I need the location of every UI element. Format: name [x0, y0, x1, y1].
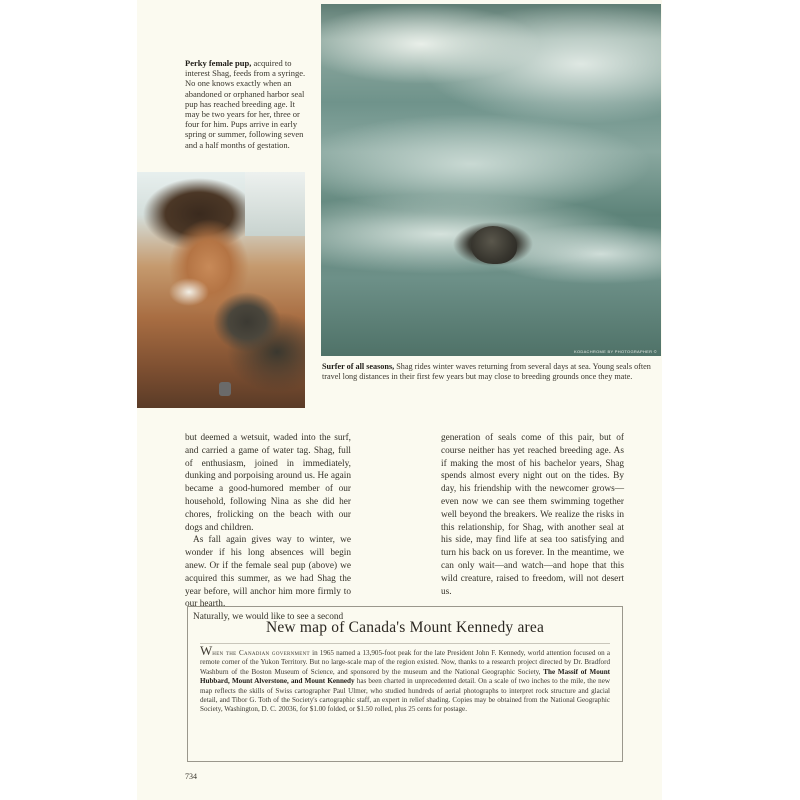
seal-surfing-photo [321, 4, 661, 356]
man-feeding-pup-photo [137, 172, 305, 408]
body-column-right [441, 432, 624, 598]
surfer-caption-lead: Surfer of all seasons, [322, 362, 395, 371]
pup-caption-text: acquired to interest Shag, feeds from a syringe. No one knows exactly when an abandoned or orphaned harbor seal pup has reached breeding age. It may be two years for her, three or four for him. Pups arrive in early spring or summer, following seven and a half months of gestation. [185, 58, 306, 150]
photo-sky [245, 172, 305, 236]
drop-cap: W [200, 643, 213, 658]
map-title: The Massif of Mount Hubbard, Mount Alverstone, and Mount Kennedy [200, 667, 611, 686]
body-paragraph: Naturally, we would like to see a second [193, 612, 344, 623]
body-paragraph: but deemed a wetsuit, waded into the surf, and carried a game of water tag. Shag, full of enthusiasm, joined in immediately, dunking and porpoising around us. He again became a good-humored member of our household, following Nina as she did her chores, frolicking on the beach with our dogs and children. [185, 433, 351, 533]
seal-head [471, 226, 517, 264]
surfer-caption [322, 362, 656, 382]
map-announcement-box [187, 606, 623, 762]
pup-caption [185, 58, 311, 150]
body-paragraph: As fall again gives way to winter, we wonder if his long absences will begin anew. Or if the female seal pup (above) we acquired this summer, as we had Shag the year before, will anchor him more firmly to our hearth. [185, 535, 351, 610]
magazine-page [137, 0, 662, 800]
box-text-part2: has been charted in unprecedented detail. On a scale of two inches to the mile, the new map reflects the skills of Swiss cartographer Paul Ulmer, who studied hundreds of aerial photographs to interpret rock structure and glacial detail, and Tibor G. Toth of the Society's cartographic staff, an expert in relief shading. Copies may be obtained from the National Geographic Society, Washington, D. C. 20036, for $1.00 folded, or $1.50 rolled, plus 25 cents for postage. [200, 677, 611, 714]
body-column-left [185, 432, 351, 624]
box-divider [200, 643, 610, 644]
box-title: New map of Canada's Mount Kennedy area [265, 619, 545, 636]
body-paragraph: generation of seals come of this pair, but of course neither has yet reached breeding age. As if making the most of his bachelor years, Shag spends almost every night out on the tides. By day, his friendship with the newcomer grows—even now we can see them swimming together well beyond the breakers. We realize the risks in this relationship, for Shag, with another seal at his side, may find life at sea too satisfying and turn his back on us forever. In the meantime, we can only wait—and watch—and hope that this wild creature, raised to freedom, will not desert us. [441, 433, 624, 597]
page-number: 734 [185, 772, 197, 781]
pup-caption-lead: Perky female pup, [185, 58, 252, 68]
surfer-caption-text: Shag rides winter waves returning from several days at sea. Young seals often travel long distances in their first few years but may close to breeding grounds once they mate. [322, 362, 651, 382]
box-text [200, 643, 611, 715]
photo-credit: KODACHROME BY PHOTOGRAPHER © [574, 349, 657, 354]
box-text-part1: in 1965 named a 13,905-foot peak for the late President John F. Kennedy, world attention focused on a remote corner of the Yukon Territory. But no large-scale map of the region existed. Now, thanks to a research project directed by Dr. Bradford Washburn of the Boston Museum of Science, and sponsored by the museum and the National Geographic Society, [200, 649, 610, 676]
wristwatch [219, 382, 231, 396]
box-opening: hen the Canadian government [212, 649, 310, 657]
